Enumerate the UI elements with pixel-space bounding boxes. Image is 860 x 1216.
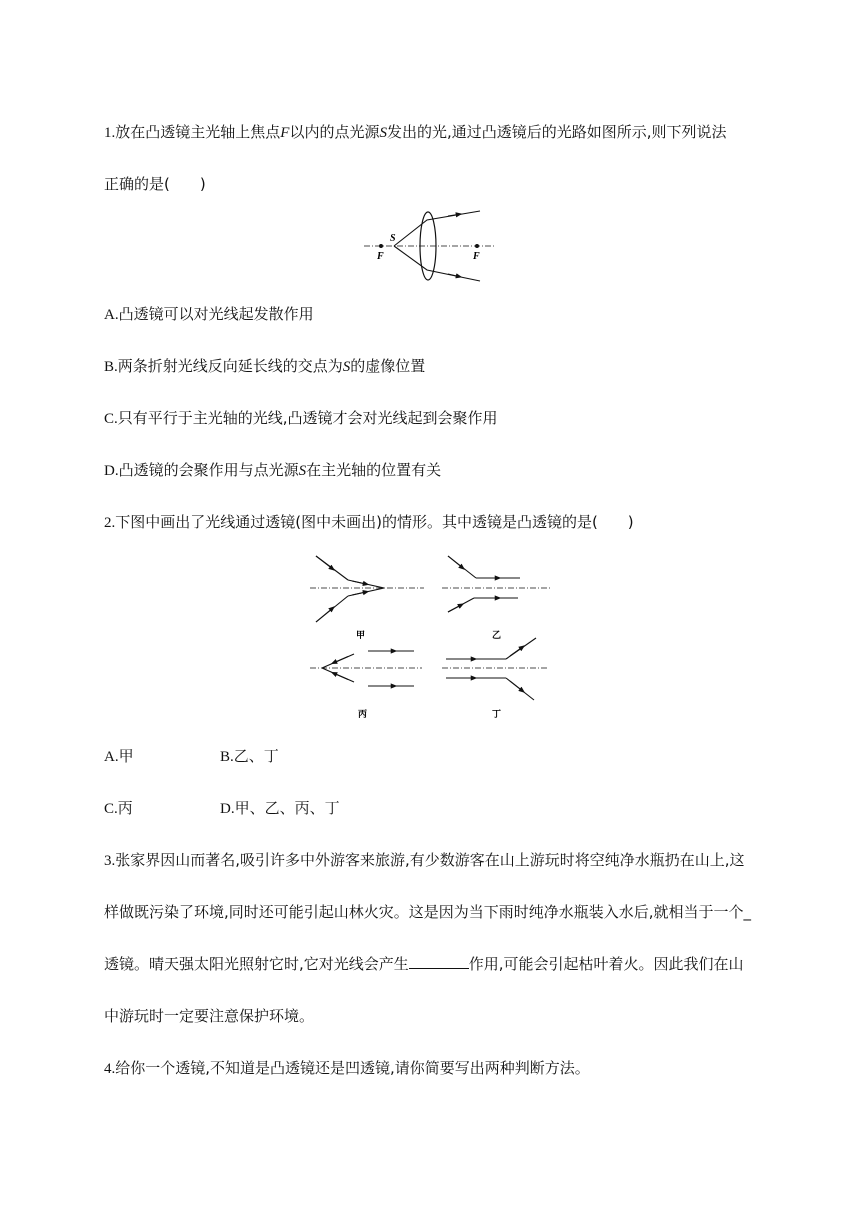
q2-text: 下图中画出了光线通过透镜(图中未画出)的情形。其中透镜是凸透镜的是( )	[115, 513, 634, 531]
q1-text-c: 发出的光,通过凸透镜后的光路如图所示,则下列说法	[386, 123, 727, 141]
option-key: C.	[104, 801, 118, 817]
option-key: B.	[220, 749, 234, 765]
q1-line-1	[104, 122, 727, 143]
q3-line-1	[104, 850, 745, 871]
q1-ray-lower	[394, 246, 480, 281]
q1-line-2: 正确的是( )	[104, 175, 206, 193]
option-key: B.	[104, 359, 118, 375]
q3-text-1: 张家界因山而著名,吸引许多中外游客来旅游,有少数游客在山上游玩时将空纯净水瓶扔在山上,这	[115, 851, 745, 869]
q3-answer-blank[interactable]	[409, 954, 469, 969]
q1-label-S: S	[390, 233, 396, 244]
option-text: 只有平行于主光轴的光线,凸透镜才会对光线起到会聚作用	[117, 409, 498, 427]
q1-focus-right-dot	[475, 244, 479, 248]
option-key: A.	[104, 307, 119, 323]
q1-focus-left-dot	[379, 244, 383, 248]
q1-symbol-F: F	[280, 125, 290, 141]
q4-stem	[104, 1058, 590, 1079]
option-text: 甲	[118, 747, 134, 765]
q3-text-3b: 作用,可能会引起枯叶着火。因此我们在山	[468, 955, 744, 973]
q2-option-d	[220, 798, 340, 819]
q1-label-F-left: F	[377, 251, 384, 262]
q2-diagram-yi	[442, 556, 550, 641]
q2-label-jia: 甲	[356, 631, 366, 641]
option-text: 乙、丁	[233, 747, 279, 765]
q1-lens-figure	[360, 208, 500, 288]
q1-option-b	[104, 356, 425, 377]
option-text: 在主光轴的位置有关	[306, 461, 442, 479]
q1-text-a: 放在凸透镜主光轴上焦点	[115, 123, 281, 141]
q3-line-3	[104, 954, 744, 974]
option-key: A.	[104, 749, 119, 765]
option-text: 两条折射光线反向延长线的交点为	[117, 357, 343, 375]
q1-label-F-right: F	[473, 251, 480, 262]
option-key: D.	[104, 463, 119, 479]
q2-ray-figures	[308, 550, 558, 720]
q1-text-b: 以内的点光源	[289, 123, 380, 141]
q1-option-c	[104, 408, 498, 429]
q2-diagram-jia	[310, 556, 424, 641]
q1-option-a	[104, 304, 314, 325]
q1-number: 1.	[104, 125, 116, 141]
q2-label-yi: 乙	[492, 631, 502, 641]
q3-number: 3.	[104, 853, 116, 869]
symbol-S: S	[342, 359, 351, 375]
option-text: 甲、乙、丙、丁	[234, 799, 340, 817]
q3-line-2: 样做既污染了环境,同时还可能引起山林火灾。这是因为当下雨时纯净水瓶装入水后,就相当于一个_	[104, 903, 752, 921]
q4-number: 4.	[104, 1061, 116, 1077]
q2-number: 2.	[104, 515, 116, 531]
option-key: C.	[104, 411, 118, 427]
q3-text-3a: 透镜。晴天强太阳光照射它时,它对光线会产生	[104, 955, 409, 973]
q2-diagram-ding	[442, 638, 548, 720]
q2-diagram-bing	[310, 651, 422, 720]
option-text: 丙	[117, 799, 133, 817]
q2-label-ding: 丁	[492, 710, 502, 720]
option-text: 凸透镜的会聚作用与点光源	[118, 461, 299, 479]
q2-option-c	[104, 798, 133, 819]
option-text: 凸透镜可以对光线起发散作用	[118, 305, 314, 323]
q1-symbol-S: S	[379, 125, 387, 141]
q2-option-b	[220, 746, 279, 767]
q2-label-bing: 丙	[358, 710, 368, 720]
q4-text: 给你一个透镜,不知道是凸透镜还是凹透镜,请你简要写出两种判断方法。	[115, 1059, 590, 1077]
q1-arrow-lower	[448, 274, 461, 277]
q3-line-4: 中游玩时一定要注意保护环境。	[104, 1007, 315, 1025]
q1-option-d	[104, 460, 441, 481]
symbol-S: S	[298, 463, 307, 479]
option-text: 的虚像位置	[350, 357, 426, 375]
q2-stem	[104, 512, 634, 533]
q1-ray-upper	[394, 211, 480, 246]
option-key: D.	[220, 801, 235, 817]
q2-option-a	[104, 746, 134, 767]
